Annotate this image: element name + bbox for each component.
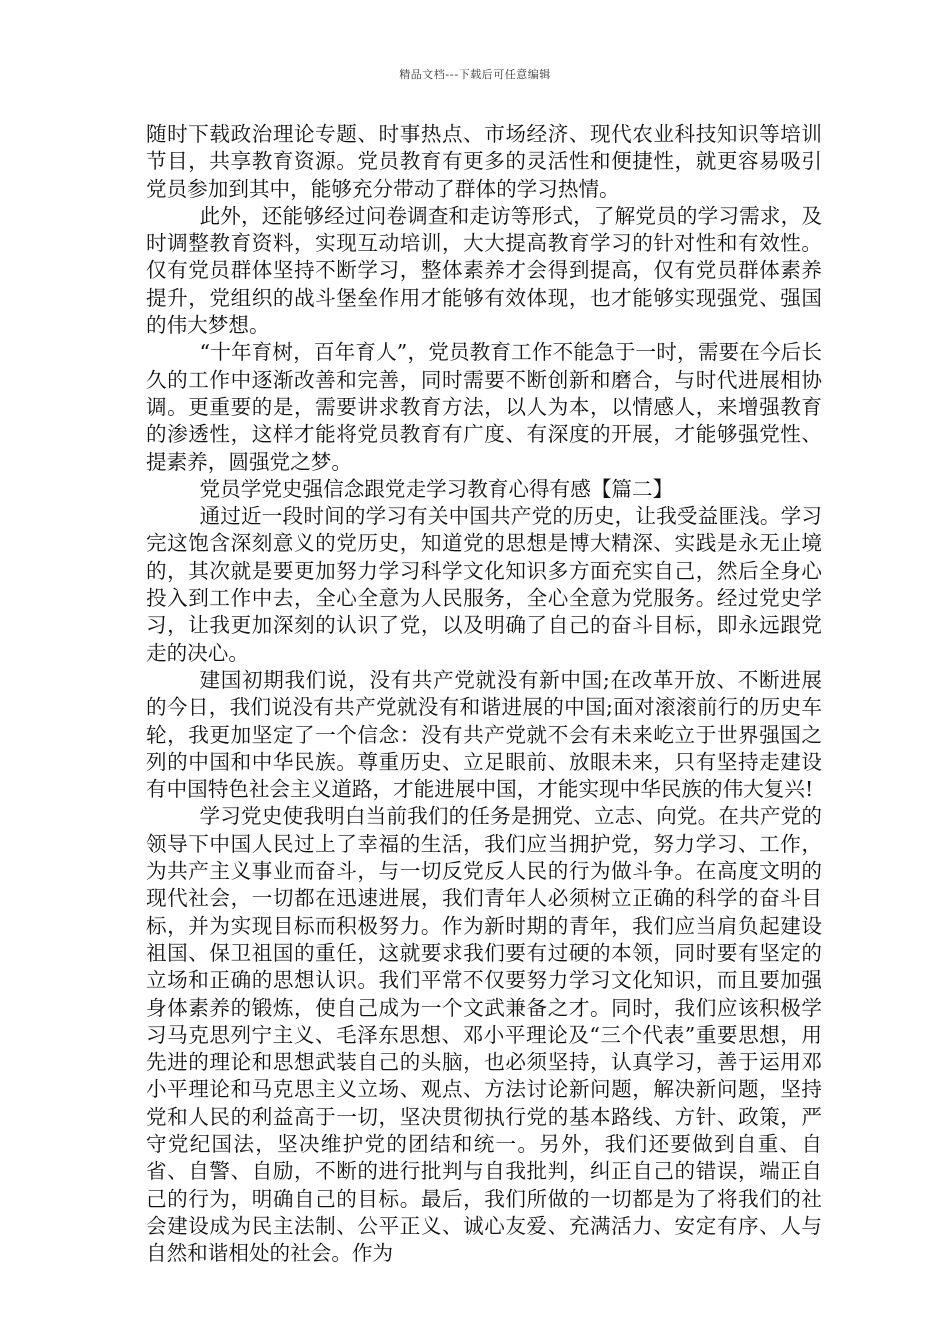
page-header: 精品文档---下载后可任意编辑	[399, 68, 551, 81]
paragraph-3: “十年育树，百年育人”，党员教育工作不能急于一时，需要在今后长久的工作中逐渐改善和完善，同时需要不断创新和磨合，与时代进展相协调。更重要的是，需要讲求教育方法，以人为本，以情感人，来增强教育的渗透性，这样才能将党员教育有广度、有深度的开展，才能够强党性、提素养，圆强党之梦。	[146, 340, 822, 474]
paragraph-6: 建国初期我们说，没有共产党就没有新中国;在改革开放、不断进展的今日，我们说没有共产党就没有和谐进展的中国;面对滚滚前行的历史车轮，我更加坚定了一个信念：没有共产党就不会有未来屹立于世界强国之列的中国和中华民族。尊重历史、立足眼前、放眼未来，只有坚持走建设有中国特色社会主义道路，才能进展中国，才能实现中华民族的伟大复兴!	[146, 667, 822, 802]
paragraph-5: 通过近一段时间的学习有关中国共产党的历史，让我受益匪浅。学习完这饱含深刻意义的党历史，知道党的思想是博大精深、实践是永无止境的，其次就是要更加努力学习科学文化知识多方面充实自己，然后全身心投入到工作中去，全心全意为人民服务，全心全意为党服务。经过党史学习，让我更加深刻的认识了党，以及明确了自己的奋斗目标，即永远跟党走的决心。	[146, 504, 822, 665]
paragraph-7: 学习党史使我明白当前我们的任务是拥党、立志、向党。在共产党的领导下中国人民过上了幸福的生活，我们应当拥护党，努力学习、工作，为共产主义事业而奋斗，与一切反党反人民的行为做斗争。在高度文明的现代社会，一切都在迅速进展，我们青年人必须树立正确的科学的奋斗目标，并为实现目标而积极努力。作为新时期的青年，我们应当肩负起建设祖国、保卫祖国的重任，这就要求我们要有过硬的本领，同时要有坚定的立场和正确的思想认识。我们平常不仅要努力学习文化知识，而且要加强身体素养的锻炼，使自己成为一个文武兼备之才。同时，我们应该积极学习马克思列宁主义、毛泽东思想、邓小平理论及“三个代表”重要思想，用先进的理论和思想武装自己的头脑，也必须坚持，认真学习，善于运用邓小平理论和马克思主义立场、观点、方法讨论新问题，解决新问题，坚持党和人民的利益高于一切，坚决贯彻执行党的基本路线、方针、政策，严守党纪国法，坚决维护党的团结和统一。另外，我们还要做到自重、自省、自警、自励，不断的进行批判与自我批判，纠正自己的错误，端正自己的行为，明确自己的目标。最后，我们所做的一切都是为了将我们的社会建设成为民主法制、公平正义、诚心友爱、充满活力、安定有序、人与自然和谐相处的社会。作为	[146, 804, 822, 1266]
document-body	[146, 121, 822, 1267]
paragraph-2: 此外，还能够经过问卷调查和走访等形式，了解党员的学习需求，及时调整教育资料，实现互动培训，大大提高教育学习的针对性和有效性。仅有党员群体坚持不断学习，整体素养才会得到提高，仅有党员群体素养提升，党组织的战斗堡垒作用才能够有效体现，也才能够实现强党、强国的伟大梦想。	[146, 203, 822, 338]
section-heading: 党员学党史强信念跟党走学习教育心得有感【篇二】	[199, 476, 674, 501]
paragraph-1: 随时下载政治理论专题、时事热点、市场经济、现代农业科技知识等培训节目，共享教育资源。党员教育有更多的灵活性和便捷性，就更容易吸引党员参加到其中，能够充分带动了群体的学习热情。	[146, 122, 822, 201]
